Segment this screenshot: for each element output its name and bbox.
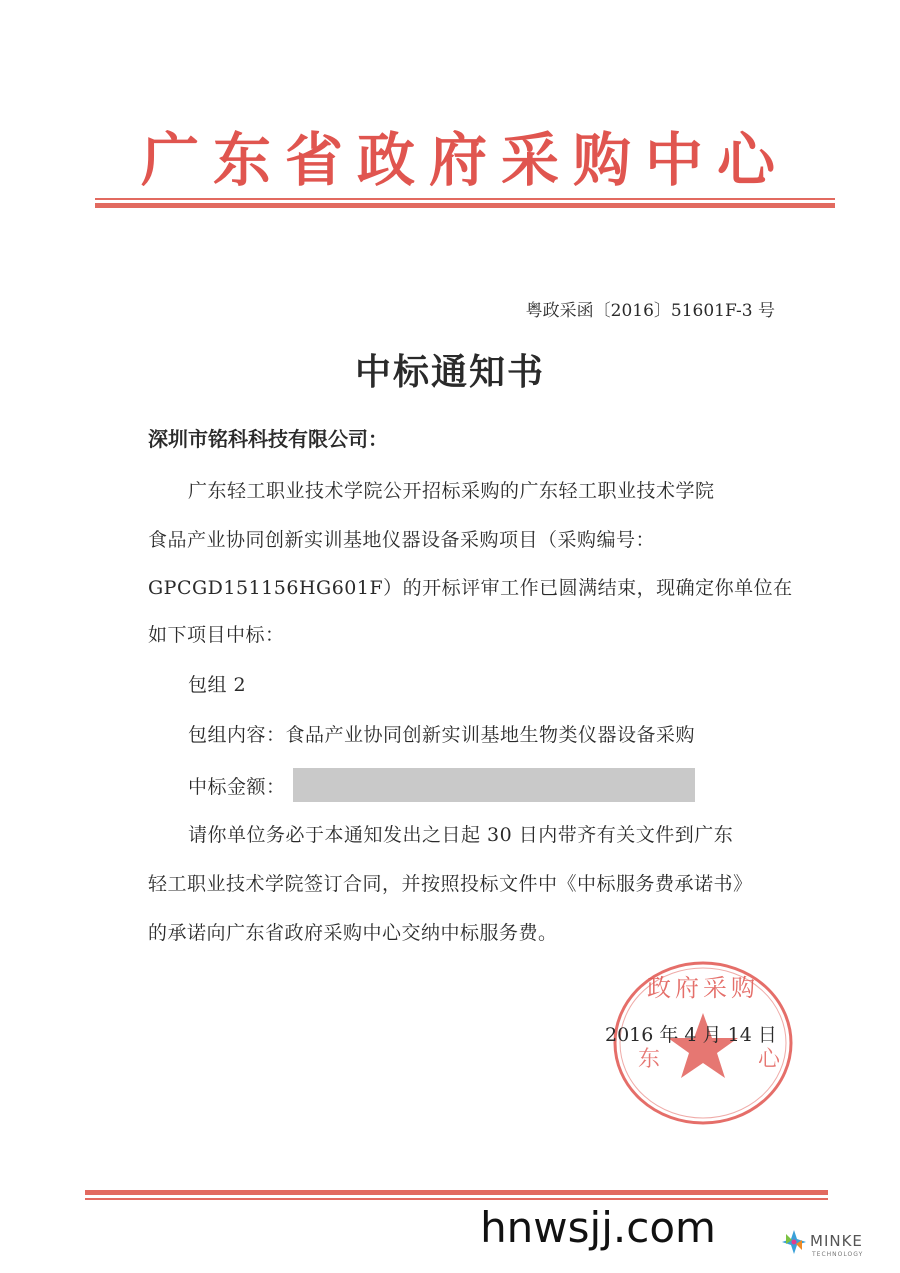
svg-text:MINKE: MINKE: [810, 1232, 863, 1250]
package-number: 包组 2: [188, 674, 247, 696]
svg-text:东: 东: [638, 1047, 661, 1072]
award-amount-label: 中标金额：: [188, 776, 286, 798]
paragraph2-line1: 请你单位务必于本通知发出之日起 30 日内带齐有关文件到广东: [188, 824, 734, 846]
svg-text:政府采购: 政府采购: [647, 974, 759, 1002]
package-content: 包组内容：食品产业协同创新实训基地生物类仪器设备采购: [188, 724, 696, 746]
paragraph1-line1: 广东轻工职业技术学院公开招标采购的广东轻工职业技术学院: [188, 480, 715, 502]
minke-logo-icon: [780, 1222, 890, 1264]
paragraph1-line4: 如下项目中标：: [148, 624, 285, 646]
svg-text:TECHNOLOGY: TECHNOLOGY: [812, 1251, 864, 1258]
document-date: 2016 年 4 月 14 日: [605, 1024, 777, 1046]
document-number: 粤政采函〔2016〕51601F-3 号: [525, 301, 775, 321]
paragraph2-line2: 轻工职业技术学院签订合同，并按照投标文件中《中标服务费承诺书》: [148, 873, 753, 895]
letterhead-rule-thin: [95, 198, 835, 200]
svg-text:心: 心: [758, 1047, 781, 1072]
award-amount-redaction: [293, 768, 695, 802]
paragraph1-line3: GPCGD151156HG601F）的开标评审工作已圆满结束，现确定你单位在: [148, 577, 793, 599]
document-title: 中标通知书: [354, 352, 545, 393]
paragraph1-line2: 食品产业协同创新实训基地仪器设备采购项目（采购编号：: [148, 529, 656, 551]
paragraph2-line3: 的承诺向广东省政府采购中心交纳中标服务费。: [148, 922, 558, 944]
footer-rule-thick: [85, 1190, 828, 1195]
letterhead-rule-thick: [95, 203, 835, 208]
recipient: 深圳市铭科科技有限公司：: [148, 427, 388, 451]
watermark-site: hnwsjj.com: [480, 1203, 716, 1252]
letterhead-title: 广东省政府采购中心: [140, 126, 789, 194]
